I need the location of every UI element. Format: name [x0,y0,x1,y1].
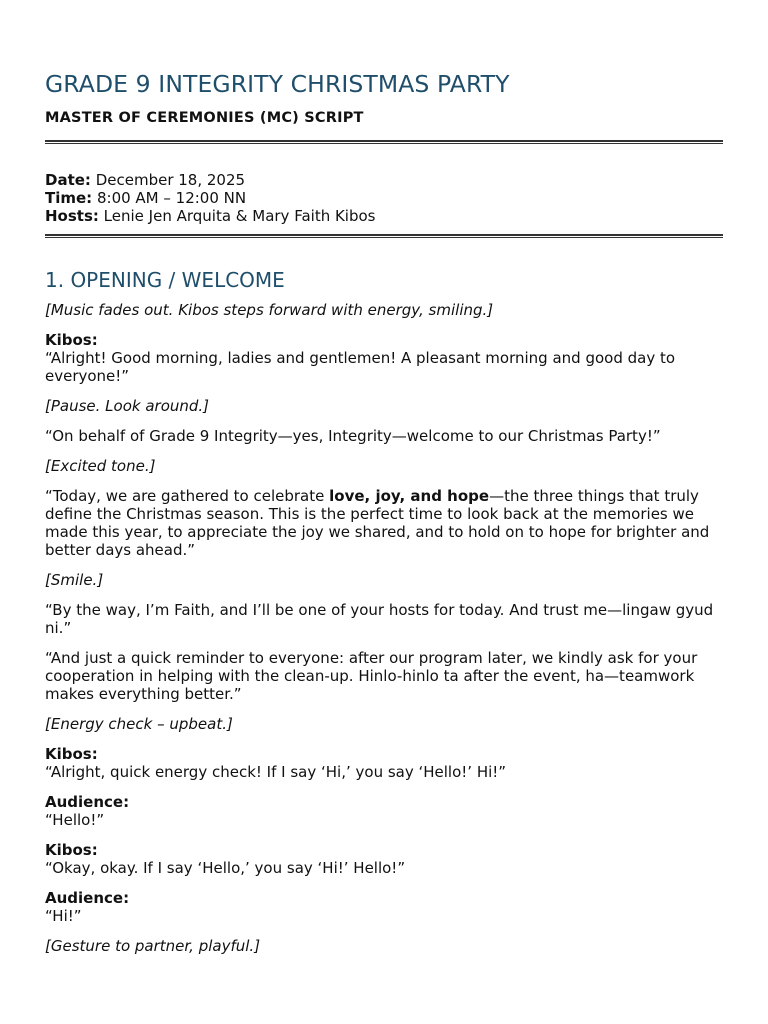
top-divider [45,140,723,144]
dialogue-line: “Alright, quick energy check! If I say ‘Hi,’ you say ‘Hello!’ Hi!” [45,763,507,781]
dialogue-text: —the three things that truly define the Christmas season. This is the perfect time to look back at the memories we made this year, to appreciate the joy we shared, and to hold on to hope for brighter and better days ahead.” [45,487,710,559]
date-label: Date: [45,171,91,189]
event-details [45,171,723,225]
script-body [45,301,723,955]
dialogue-line: “By the way, I’m Faith, and I’ll be one of your hosts for today. And trust me—lingaw gyud ni.” [45,601,714,637]
dialogue-line: “Hello!” [45,811,105,829]
dialogue-line [45,487,723,559]
dialogue-line: “And just a quick reminder to everyone: after our program later, we kindly ask for your cooperation in helping with the clean-up. Hinlo-hinlo ta after the event, ha—teamwork makes everything better.” [45,649,698,703]
speaker-label: Audience: [45,889,130,907]
dialogue-line: “Okay, okay. If I say ‘Hello,’ you say ‘Hi!’ Hello!” [45,859,406,877]
hosts-value: Lenie Jen Arquita & Mary Faith Kibos [103,207,376,225]
stage-direction: [Excited tone.] [45,457,156,475]
emphasis-text: love, joy, and hope [329,487,490,505]
dialogue-block [45,331,723,385]
stage-direction: [Pause. Look around.] [45,397,210,415]
time-value: 8:00 AM – 12:00 NN [96,189,247,207]
document-title: GRADE 9 INTEGRITY CHRISTMAS PARTY [45,70,510,98]
section-heading-opening: 1. OPENING / WELCOME [45,268,285,292]
stage-direction: [Music fades out. Kibos steps forward with energy, smiling.] [45,301,494,319]
time-label: Time: [45,189,93,207]
dialogue-block [45,889,723,925]
date-value: December 18, 2025 [95,171,246,189]
bottom-divider [45,234,723,238]
stage-direction: [Gesture to partner, playful.] [45,937,261,955]
dialogue-text: “Today, we are gathered to celebrate [45,487,330,505]
speaker-label: Kibos: [45,745,98,763]
hosts-label: Hosts: [45,207,99,225]
speaker-label: Audience: [45,793,130,811]
dialogue-block [45,793,723,829]
time-row [45,189,723,207]
dialogue-line: “Alright! Good morning, ladies and gentlemen! A pleasant morning and good day to everyone!” [45,349,676,385]
stage-direction: [Energy check – upbeat.] [45,715,233,733]
document-subtitle: MASTER OF CEREMONIES (MC) SCRIPT [45,110,364,126]
dialogue-block [45,841,723,877]
date-row [45,171,723,189]
speaker-label: Kibos: [45,841,98,859]
dialogue-line: “Hi!” [45,907,82,925]
dialogue-line: “On behalf of Grade 9 Integrity—yes, Integrity—welcome to our Christmas Party!” [45,427,661,445]
dialogue-block [45,745,723,781]
speaker-label: Kibos: [45,331,98,349]
stage-direction: [Smile.] [45,571,104,589]
hosts-row [45,207,723,225]
